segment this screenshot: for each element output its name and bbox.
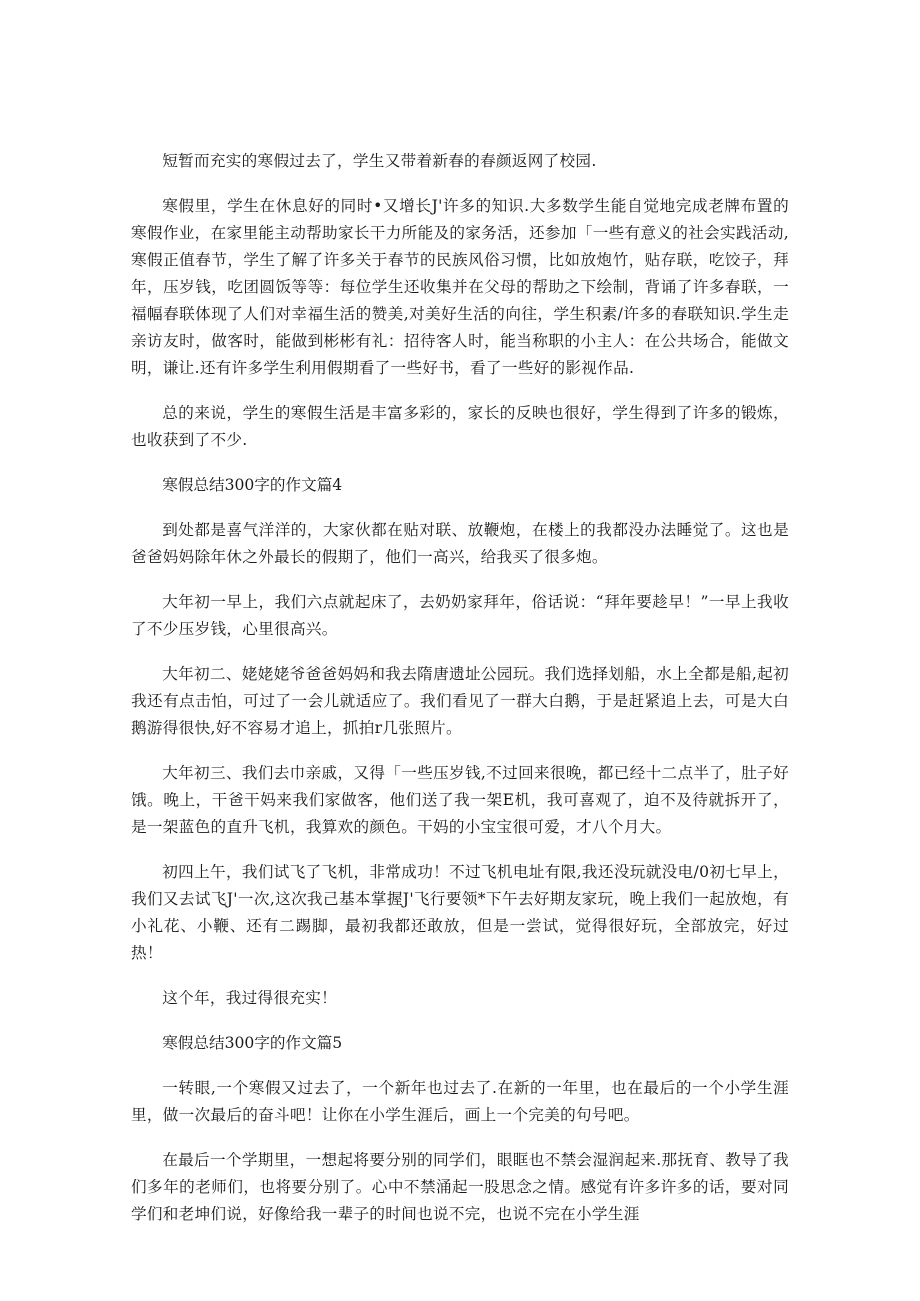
paragraph-2: 寒假里，学生在休息好的同时•又增长J'许多的知识.大多数学生能自觉地完成老牌布置的寒假作业，在家里能主动帮助家长干力所能及的家务活，还参加「一些有意义的社会实践活动,寒假正值春节，学生了解了许多关于春节的民族风俗习惯，比如放炮竹，贴存联，吃饺子，拜年，压岁钱，吃团圆饭等等：每位学生还收集并在父母的帮助之下绘制，背诵了许多春联，一福幅春联体现了人们对幸福生活的赞美,对美好生活的向往，学生积素/许多的春联知识.学生走亲访友时，做客时，能做到彬彬有礼：招待客人时，能当称职的小主人：在公共场合，能做文明，谦让.还有许多学生利用假期看了一些好书，看了一些好的影视作品. xyxy=(131,197,789,377)
paragraph-7: 大年初三、我们去巾亲戚，又得「一些压岁钱,不过回来很晚，都已经十二点半了，肚子好饿。晚上，干爸干妈来我们家做客，他们送了我一架E机，我可喜观了，迫不及待就拆开了，是一架蓝色的直升飞机，我算欢的颜色。干妈的小宝宝很可爱，才八个月大。 xyxy=(131,764,789,836)
section-heading-5: 寒假总结300字的作文篇5 xyxy=(162,1034,343,1052)
paragraph-11: 在最后一个学期里，一想起将要分别的同学们，眼眶也不禁会湿润起来.那抚育、教导了我们多年的老师们，也将要分别了。心中不禁涌起一股思念之情。感觉有许多许多的话，要对同学们和老坤们说，好像给我一辈子的时间也说不完，也说不完在小学生涯 xyxy=(131,1151,789,1223)
paragraph-10: 一转眼,一个寒假又过去了，一个新年也过去了.在新的一年里，也在最后的一个小学生涯里，做一次最后的奋斗吧！让你在小学生涯后，画上一个完美的句号吧。 xyxy=(131,1079,789,1124)
paragraph-8: 初四上午，我们试飞了飞机，非常成功！不过飞机电址有限,我还没玩就没电/0初七早上，我们又去试飞J'一次,这次我己基本掌握J'飞行要领*下午去好期友家玩，晚上我们一起放炮，有小礼花、小鞭、还有二踢脚，最初我都还敢放，但是一尝试，觉得很好玩，全部放完，好过热！ xyxy=(131,863,789,962)
document-page xyxy=(131,148,789,1246)
paragraph-4: 到处都是喜气洋洋的，大家伙都在贴对联、放鞭炮，在楼上的我都没办法睡觉了。这也是爸爸妈妈除年休之外最长的假期了，他们一高兴，给我买了很多炮。 xyxy=(131,521,789,566)
section-heading-4: 寒假总结300字的作文篇4 xyxy=(162,476,343,494)
paragraph-1: 短暂而充实的寒假过去了，学生又带着新春的春颜返网了校园. xyxy=(162,152,597,170)
paragraph-6: 大年初二、姥姥姥爷爸爸妈妈和我去隋唐遗址公园玩。我们选择划船，水上全都是船,起初我还有点击怕，可过了一会儿就适应了。我们看见了一群大白鹅，于是赶紧追上去，可是大白鹅游得很快,好不容易才追上，抓拍r几张照片。 xyxy=(131,665,789,737)
paragraph-9: 这个年，我过得很充实！ xyxy=(162,989,338,1007)
paragraph-3: 总的来说，学生的寒假生活是丰富多彩的，家长的反映也很好，学生得到了许多的锻炼，也收获到了不少. xyxy=(131,404,789,449)
paragraph-5: 大年初一早上，我们六点就起床了，去奶奶家拜年，俗话说：“拜年要趁早！”一早上我收了不少压岁钱，心里很高兴。 xyxy=(131,593,789,638)
